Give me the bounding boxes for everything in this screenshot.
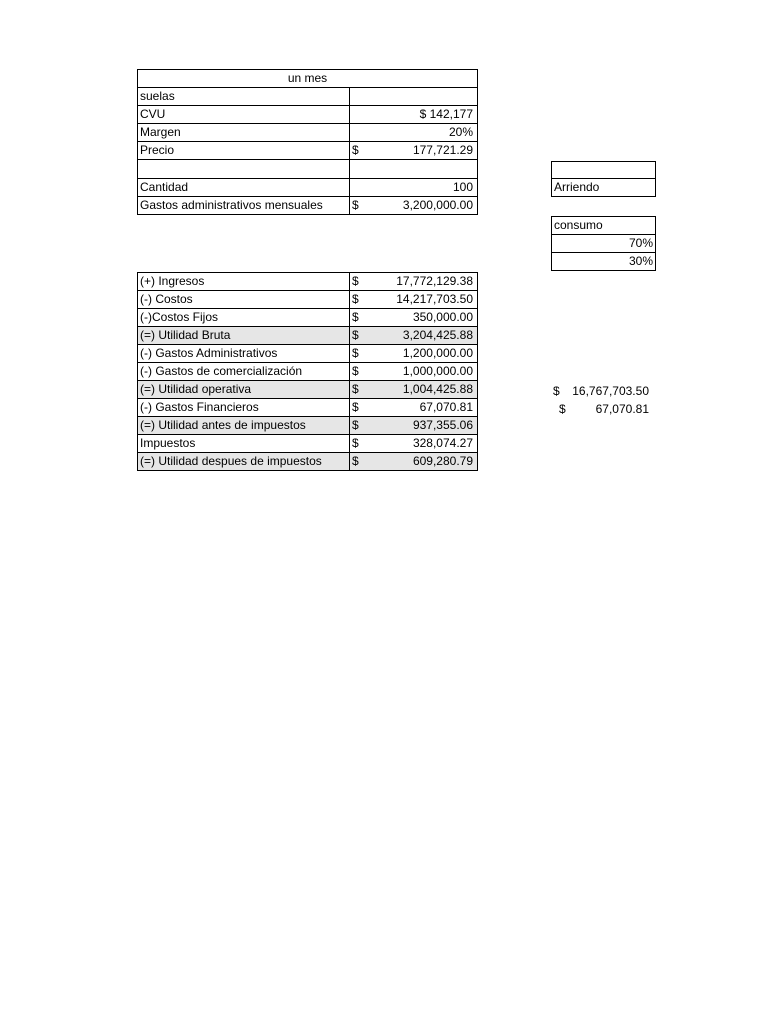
top-table: [137, 69, 478, 215]
row-value-gastos-administrativos[interactable]: [350, 345, 478, 363]
side-cell-blank[interactable]: [552, 162, 656, 179]
costos-value: 14,217,703.50: [396, 292, 473, 306]
currency-symbol: $: [352, 454, 359, 468]
currency-symbol: $: [352, 310, 359, 324]
row-label-costos[interactable]: (-) Costos: [138, 291, 350, 309]
row-value-utilidad-operativa[interactable]: [350, 381, 478, 399]
row-value-cvu[interactable]: [350, 106, 478, 124]
row-label-impuestos[interactable]: Impuestos: [138, 435, 350, 453]
side-table-consumo: [551, 216, 656, 271]
row-value-gastos-admin[interactable]: [350, 197, 478, 215]
row-value-cantidad[interactable]: [350, 179, 478, 197]
currency-symbol: $: [559, 402, 566, 416]
gastos-administrativos-value: 1,200,000.00: [402, 346, 473, 360]
row-label-empty[interactable]: [138, 160, 350, 179]
floating-value-1[interactable]: [553, 382, 651, 400]
row-value-impuestos[interactable]: [350, 435, 478, 453]
floating-value-2-amount: 67,070.81: [595, 402, 649, 416]
row-value-gastos-comercializacion[interactable]: [350, 363, 478, 381]
row-label-margen[interactable]: Margen: [138, 124, 350, 142]
cvu-value: $ 142,177: [419, 107, 473, 121]
utilidad-antes-impuestos-value: 937,355.06: [412, 418, 473, 432]
utilidad-despues-impuestos-value: 609,280.79: [412, 454, 473, 468]
row-label-ingresos[interactable]: (+) Ingresos: [138, 273, 350, 291]
row-value-precio[interactable]: [350, 142, 478, 160]
row-value-utilidad-bruta[interactable]: [350, 327, 478, 345]
row-label-gastos-comercializacion[interactable]: (-) Gastos de comercialización: [138, 363, 350, 381]
currency-symbol: $: [352, 274, 359, 288]
side-cell-arriendo[interactable]: Arriendo: [552, 179, 656, 197]
row-value-costos-fijos[interactable]: [350, 309, 478, 327]
cantidad-value: 100: [452, 180, 473, 194]
row-label-cantidad[interactable]: Cantidad: [138, 179, 350, 197]
currency-symbol: $: [352, 400, 359, 414]
currency-symbol: $: [553, 384, 560, 398]
currency-symbol: $: [352, 198, 359, 212]
row-label-utilidad-antes-impuestos[interactable]: (=) Utilidad antes de impuestos: [138, 417, 350, 435]
currency-symbol: $: [352, 364, 359, 378]
row-value-margen[interactable]: [350, 124, 478, 142]
utilidad-operativa-value: 1,004,425.88: [402, 382, 473, 396]
row-label-gastos-admin[interactable]: Gastos administrativos mensuales: [138, 197, 350, 215]
row-label-gastos-financieros[interactable]: (-) Gastos Financieros: [138, 399, 350, 417]
row-value-gastos-financieros[interactable]: [350, 399, 478, 417]
row-value-costos[interactable]: [350, 291, 478, 309]
side-table-arriendo: [551, 161, 656, 197]
row-label-suelas[interactable]: suelas: [138, 88, 350, 106]
floating-value-2[interactable]: [553, 400, 651, 418]
currency-symbol: $: [352, 418, 359, 432]
utilidad-bruta-value: 3,204,425.88: [402, 328, 473, 342]
ingresos-value: 17,772,129.38: [396, 274, 473, 288]
currency-symbol: $: [352, 382, 359, 396]
row-label-cvu[interactable]: CVU: [138, 106, 350, 124]
row-label-utilidad-operativa[interactable]: (=) Utilidad operativa: [138, 381, 350, 399]
side-cell-consumo[interactable]: consumo: [552, 217, 656, 235]
currency-symbol: $: [352, 346, 359, 360]
row-value-utilidad-antes-impuestos[interactable]: [350, 417, 478, 435]
currency-symbol: $: [352, 328, 359, 342]
row-value-ingresos[interactable]: [350, 273, 478, 291]
row-label-utilidad-despues-impuestos[interactable]: (=) Utilidad despues de impuestos: [138, 453, 350, 471]
impuestos-value: 328,074.27: [412, 436, 473, 450]
header-cell[interactable]: un mes: [138, 70, 478, 88]
gastos-admin-value: 3,200,000.00: [402, 198, 473, 212]
row-label-precio[interactable]: Precio: [138, 142, 350, 160]
row-value-suelas[interactable]: [350, 88, 478, 106]
row-label-costos-fijos[interactable]: (-)Costos Fijos: [138, 309, 350, 327]
row-label-utilidad-bruta[interactable]: (=) Utilidad Bruta: [138, 327, 350, 345]
floating-values: [553, 382, 651, 418]
side-cell-70[interactable]: 70%: [552, 235, 656, 253]
side-cell-30[interactable]: 30%: [552, 253, 656, 271]
gastos-comercializacion-value: 1,000,000.00: [402, 364, 473, 378]
floating-value-1-amount: 16,767,703.50: [572, 384, 649, 398]
currency-symbol: $: [352, 436, 359, 450]
currency-symbol: $: [352, 292, 359, 306]
row-label-gastos-administrativos[interactable]: (-) Gastos Administrativos: [138, 345, 350, 363]
margen-value: 20%: [448, 125, 473, 139]
gastos-financieros-value: 67,070.81: [419, 400, 473, 414]
currency-symbol: $: [352, 143, 359, 157]
row-value-utilidad-despues-impuestos[interactable]: [350, 453, 478, 471]
row-value-empty[interactable]: [350, 160, 478, 179]
precio-value: 177,721.29: [412, 143, 473, 157]
income-statement-table: [137, 272, 478, 471]
costos-fijos-value: 350,000.00: [412, 310, 473, 324]
